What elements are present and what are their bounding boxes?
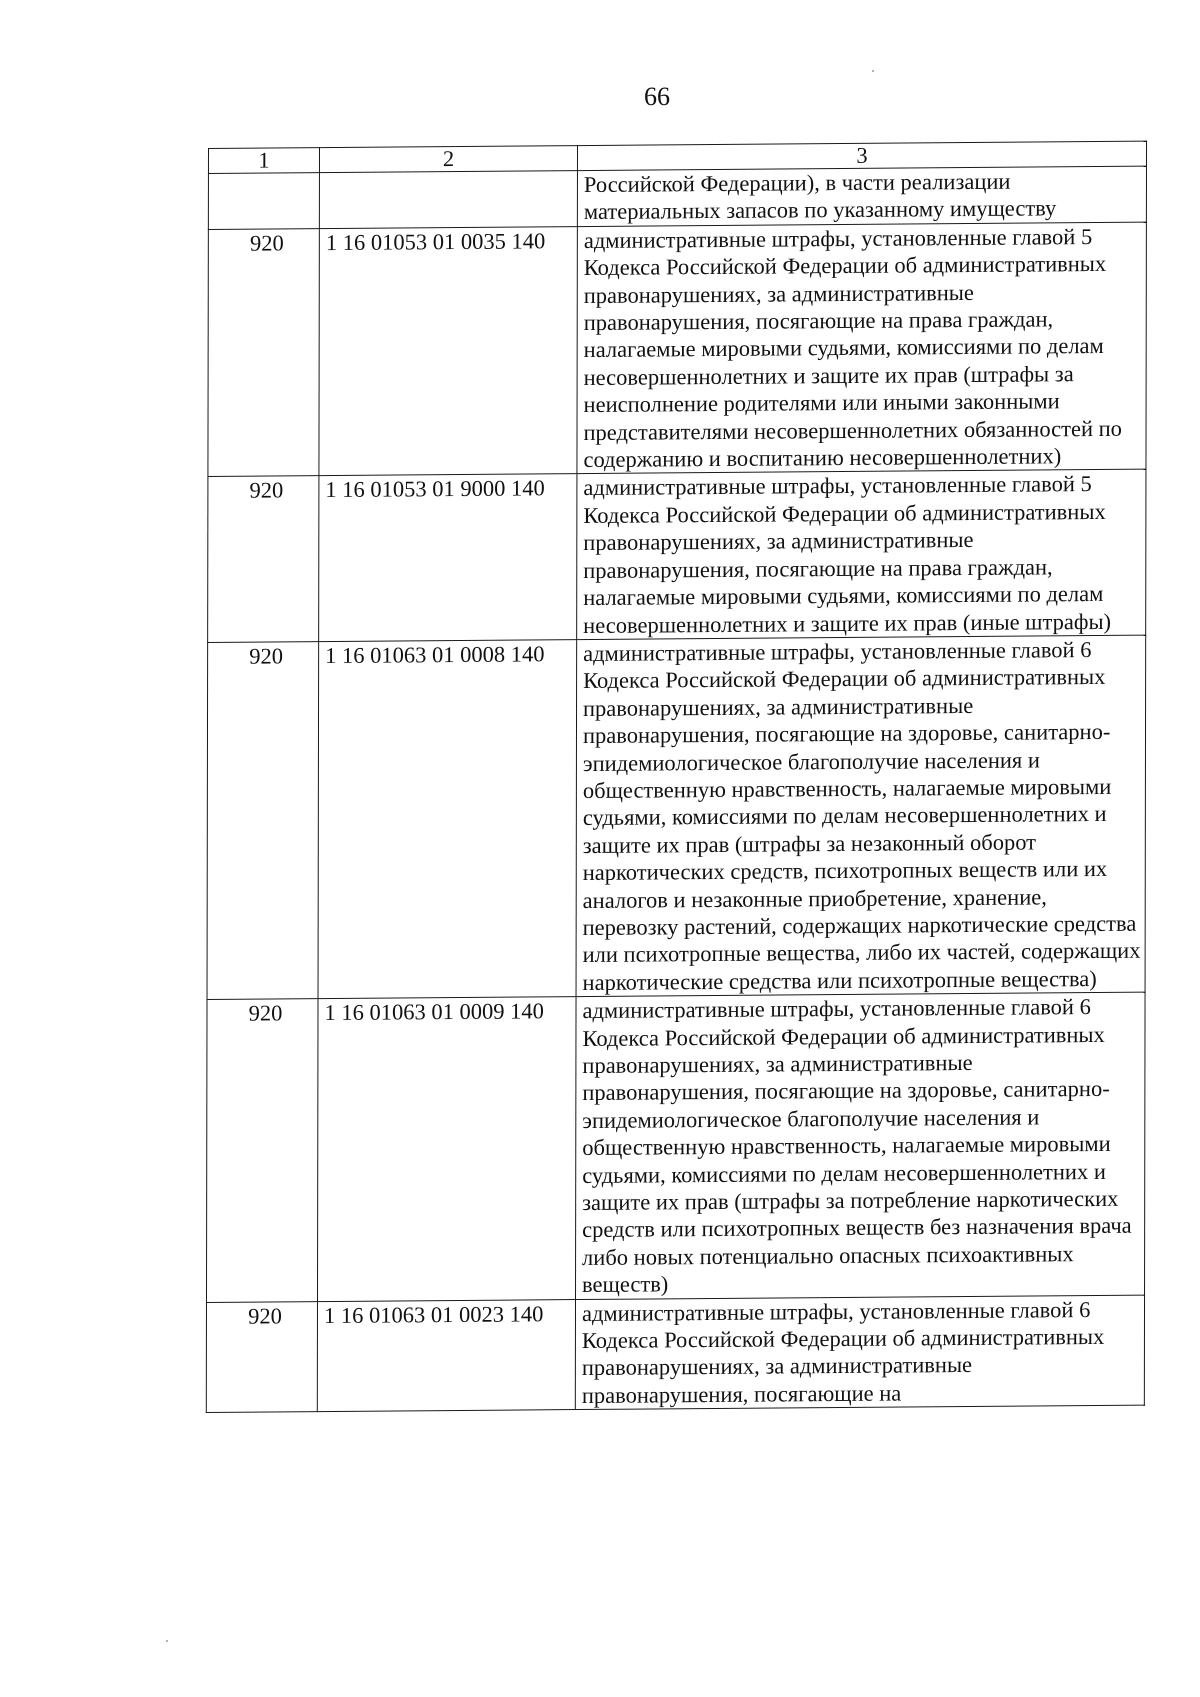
scan-speck [166,1640,168,1642]
description-cell: административные штрафы, установленные главой 6 Кодекса Российской Федерации об административных правонарушениях, за административные правонарушения, посягающие на [575,1295,1144,1410]
table-row [208,166,1146,229]
header-col-2: 2 [319,146,577,173]
page-number: 66 [644,82,670,111]
admin-code-cell: 920 [208,228,319,477]
table-row [208,222,1146,477]
budget-code-cell: 1 16 01053 01 0035 140 [319,226,577,476]
admin-code-cell: 920 [206,999,318,1302]
budget-code-cell: 1 16 01063 01 0009 140 [317,997,576,1301]
description-cell: административные штрафы, установленные главой 5 Кодекса Российской Федерации об административных правонарушениях, за административные правонарушения, посягающие на права граждан, налагаемые мировыми судьями, комиссиями по делам несовершеннолетних и защите их прав (штрафы за неисполнение родителями или иными законными представителями несовершеннолетних обязанностей по содержанию и воспитанию несовершеннолетних) [577,222,1146,474]
table-row [208,470,1146,643]
header-col-3: 3 [577,141,1146,170]
header-col-1: 1 [208,148,319,174]
description-cell: административные штрафы, установленные главой 6 Кодекса Российской Федерации об административных правонарушениях, за административные правонарушения, посягающие на здоровье, санитарно-эпидемиологическое благополучие населения и общественную нравственность, налагаемые мировыми судьями, комиссиями по делам несовершеннолетних и защите их прав (штрафы за потребление наркотических средств или психотропных веществ без назначения врача либо новых потенциально опасных психоактивных веществ) [576,992,1146,1299]
budget-code-cell: 1 16 01053 01 9000 140 [319,474,577,641]
budget-code-cell [319,171,577,229]
table-row [206,1295,1144,1413]
table-row [207,635,1146,1000]
budget-codes-table [206,141,1147,1414]
scan-speck [872,70,874,72]
description-cell: Российской Федерации), в части реализации материальных запасов по указанному имуществу [577,166,1146,226]
description-cell: административные штрафы, установленные главой 6 Кодекса Российской Федерации об административных правонарушениях, за административные правонарушения, посягающие на здоровье, санитарно-эпидемиологическое благополучие населения и общественную нравственность, налагаемые мировыми судьями, комиссиями по делам несовершеннолетних и защите их прав (штрафы за незаконный оборот наркотических средств, психотропных веществ или их аналогов и незаконные приобретение, хранение, перевозку растений, содержащих наркотические средства или психотропные вещества, либо их частей, содержащих наркотические средства или психотропные вещества) [576,635,1146,997]
budget-code-cell: 1 16 01063 01 0023 140 [317,1299,575,1412]
admin-code-cell: 920 [207,642,319,1000]
admin-code-cell [208,173,319,230]
table-row [206,992,1145,1302]
budget-code-cell: 1 16 01063 01 0008 140 [318,639,577,998]
description-cell: административные штрафы, установленные главой 5 Кодекса Российской Федерации об административных правонарушениях, за административные правонарушения, посягающие на права граждан, налагаемые мировыми судьями, комиссиями по делам несовершеннолетних и защите их прав (иные штрафы) [577,470,1146,640]
admin-code-cell: 920 [208,476,319,642]
admin-code-cell: 920 [206,1301,317,1412]
